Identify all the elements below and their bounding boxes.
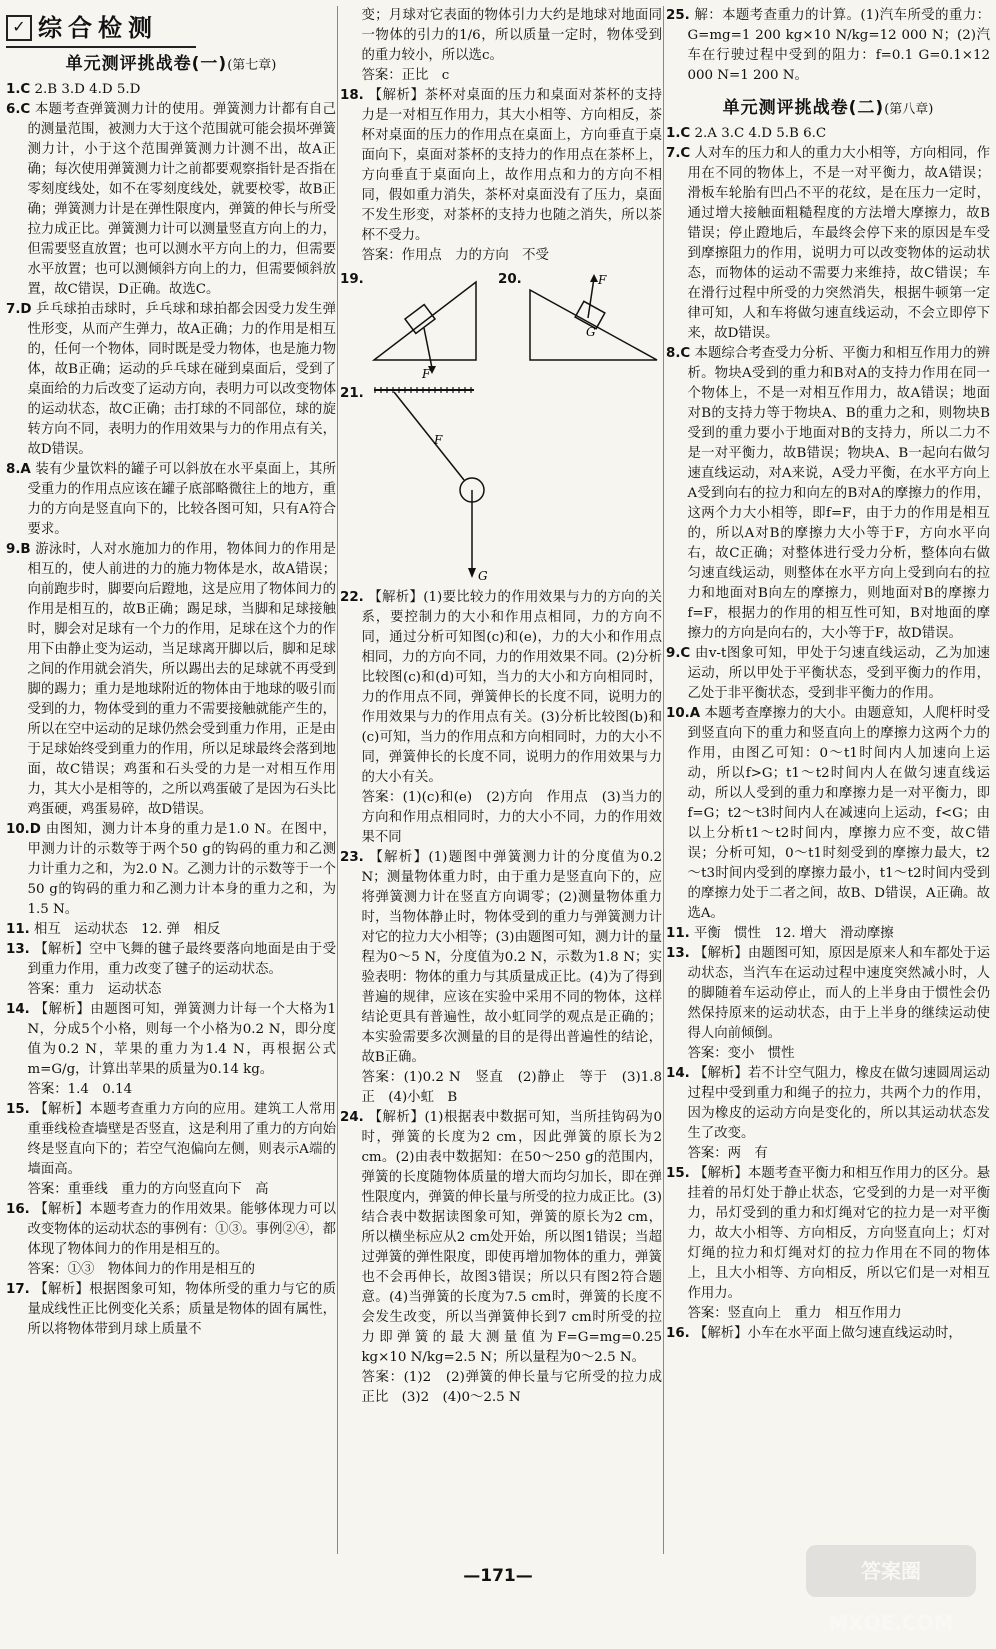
item-text: 【解析】若不计空气阻力，橡皮在做匀速圆周运动过程中受到重力和绳子的拉力，共两个力的作用，因为橡皮的运动方向是变化的，所以其运动状态发生了改变。: [687, 1066, 990, 1141]
answer-item: [340, 1368, 662, 1408]
answer-item: [666, 1304, 990, 1324]
checkbox-icon: ✓: [6, 15, 32, 41]
item-text: 答案：①③ 物体间力的作用是相互的: [27, 1262, 256, 1277]
item-text: 答案：两 有: [687, 1146, 768, 1161]
banner-title: 综合检测: [38, 14, 158, 42]
item-number: 7.C: [666, 146, 691, 161]
answer-item: [666, 6, 990, 86]
item-number: 11.: [666, 926, 690, 941]
answer-item: [340, 1068, 662, 1108]
answer-item: [6, 1100, 336, 1180]
item-number: 9.C: [666, 646, 691, 661]
pendulum-diagram-21: [364, 384, 564, 584]
answer-item: [6, 1080, 336, 1100]
item-text: 答案：作用点 力的方向 不受: [361, 248, 549, 263]
figure-number: 19.: [340, 272, 364, 287]
item-text: 本题综合考查受力分析、平衡力和相互作用力的辨析。物块A受到的重力和B对A的支持力作用在同一个物体上，不是一对相互作用力，故A错误；地面对B的支持力等于物块A、B的重力之和，则物块B受到的重力要小于地面对B的支持力，所以二力不是一对平衡力，故B错误；物块A、B一起向右做匀速直线运动，对A来说，A受力平衡，在水平方向上A受到向右的拉力和向左的B对A的摩擦力的作用，这两个力大小相等，即f=F，由于力的作用是相互的，所以A对B的摩擦力大小等于F，方向水平向右，故C正确；对整体进行受力分析，整体向右做匀速直线运动，则整体在水平方向上受到向右的拉力和地面对B向左的摩擦力，则地面对B的摩擦力f=F，根据力的作用的相互性可知，B对地面的摩擦力的方向是向右的，大小等于F，故D错误。: [687, 346, 990, 641]
section-heading: [6, 54, 336, 76]
answer-item: [6, 540, 336, 820]
item-text: 【解析】(1)题图中弹簧测力计的分度值为0.2 N；测量物体重力时，由于重力是竖直向下的，应将弹簧测力计在竖直方向调零；(2)测量物体重力时，当物体静止时，物体受到的重力与弹簧测力计对它的拉力大小相等；(3)由题图可知，测力计的量程为0～5 N，分度值为0.2 N，示数为1.8 N；实验表明：物体的重力与其质量成正比。(4)为了得到普遍的规律，应该在实验中采用不同的物体，这样结论更具有普遍性，故小虹同学的观点是正确的；本实验需要多次测量的目的是得出普遍性的结论，故B正确。: [361, 850, 662, 1065]
answer-list: [340, 6, 662, 266]
answer-item: [340, 6, 662, 66]
item-number: 16.: [666, 1326, 690, 1341]
item-text: 答案：重垂线 重力的方向竖直向下 高: [27, 1182, 269, 1197]
answer-item: [666, 924, 990, 944]
answer-item: [666, 944, 990, 1044]
item-number: 14.: [6, 1002, 30, 1017]
item-text: 【解析】本题考查平衡力和相互作用力的区分。悬挂着的吊灯处于静止状态，它受到的力是一对平衡力，吊灯受到的重力和灯绳对它的拉力是一对平衡力，故大小相等、方向相反，方向竖直向上；灯对灯绳的拉力和灯绳对灯的拉力作用在不同的物体上，且大小相等、方向相反，所以它们是一对相互作用力。: [687, 1166, 990, 1301]
item-text: 本题考查弹簧测力计的使用。弹簧测力计都有自己的测量范围，被测力大于这个范围就可能会损坏弹簧测力计，小于这个范围弹簧测力计测不出，故A正确；每次使用弹簧测力计之前都要观察指针是否指在零刻度线处，如不在零刻度线处，就要校零，故B正确；弹簧测力计是在弹性限度内，弹簧的伸长与所受拉力成正比。弹簧测力计可以测量竖直方向上的力，但需要竖直放置；也可以测水平方向上的力，但需要水平放置；也可以测倾斜方向上的力，但需要倾斜放置，故C错误，D正确。故选C。: [27, 102, 336, 297]
answer-item: [666, 124, 990, 144]
item-text: 答案：重力 运动状态: [27, 982, 162, 997]
answer-list: [666, 124, 990, 1344]
answer-item: [340, 588, 662, 788]
answer-item: [340, 1108, 662, 1368]
incline-diagram-20: [522, 270, 662, 380]
answer-item: [6, 300, 336, 460]
item-number: 16.: [6, 1202, 30, 1217]
section-banner: [6, 10, 196, 48]
section-chapter: (第八章): [884, 102, 934, 117]
item-text: 变；月球对它表面的物体引力大约是地球对地面同一物体的引力的1/6，所以质量一定时，物体受到的重力较小，所以选c。: [361, 8, 662, 63]
answer-item: [340, 66, 662, 86]
figure-number: 21.: [340, 386, 364, 401]
item-number: 15.: [6, 1102, 30, 1117]
answer-item: [6, 980, 336, 1000]
item-text: 相互 运动状态 12. 弹 相反: [34, 922, 221, 937]
item-text: 【解析】由题图可知，弹簧测力计每一个大格为1 N，分成5个小格，则每一个小格为0.2 N，即分度值为0.2 N，苹果的重力为1.4 N，再根据公式m=G/g，计算出苹果的质量为0.14 kg。: [27, 1002, 336, 1077]
answer-item: [6, 820, 336, 920]
section-chapter: (第七章): [227, 58, 277, 73]
incline-diagram-19: [364, 270, 484, 380]
answer-item: [666, 704, 990, 924]
item-text: 解：本题考查重力的计算。(1)汽车所受的重力：G=mg=1 200 kg×10 N/kg=12 000 N；(2)汽车在行驶过程中受到的阻力：f=0.1 G=0.1×12 000 N=1 200 N。: [687, 8, 990, 83]
section-title: 单元测评挑战卷(二): [722, 98, 885, 118]
answer-item: [6, 1200, 336, 1260]
item-text: 答案：正比 c: [361, 68, 450, 83]
item-number: 24.: [340, 1110, 364, 1125]
item-number: 1.C: [666, 126, 691, 141]
column-rule: [337, 6, 338, 1554]
item-number: 13.: [666, 946, 690, 961]
answer-item: [340, 246, 662, 266]
answer-item: [6, 460, 336, 540]
page-number: —171—: [463, 1566, 533, 1586]
item-number: 23.: [340, 850, 364, 865]
answer-item: [340, 86, 662, 246]
gravity-label: G: [478, 569, 488, 583]
figure-number: 20.: [498, 272, 522, 287]
item-text: 【解析】茶杯对桌面的压力和桌面对茶杯的支持力是一对相互作用力，其大小相等、方向相反，茶杯对桌面的压力的作用点在桌面上，方向垂直于桌面向下，桌面对茶杯的支持力的作用点在茶杯上，方向垂直于桌面向上，故作用点和力的方向不相同，假如重力消失，茶杯对桌面没有了压力，桌面不发生形变，对茶杯的支持力也随之消失，所以茶杯不受力。: [361, 88, 662, 243]
item-number: 7.D: [6, 302, 32, 317]
item-number: 15.: [666, 1166, 690, 1181]
force-label: F: [434, 433, 443, 447]
item-text: 【解析】(1)根据表中数据可知，当所挂钩码为0时，弹簧的长度为2 cm，因此弹簧的原长为2 cm。(2)由表中数据知：在50～250 g的范围内，弹簧的长度随物体质量的增大而均匀加长，即在弹性限度内，弹簧的伸长量与所受的拉力成正比。(3)结合表中数据读图象可知，弹簧的原长为2 cm，所以横坐标应从2 cm处开始，所以图1错误；当超过弹簧的弹性限度，即使再增加物体的重力，弹簧也不会再伸长，故图3错误；所以只有图2符合题意。(4)当弹簧的长度为7.5 cm时，弹簧的长度不会发生改变，所以当弹簧伸长到7 cm时所受的拉力即弹簧的最大测量值为F=G=mg=0.25 kg×10 N/kg=2.5 N；所以量程为0～2.5 N。: [361, 1110, 662, 1365]
answer-item: [6, 1260, 336, 1280]
item-text: 答案：(1)0.2 N 竖直 (2)静止 等于 (3)1.8 正 (4)小虹 B: [361, 1070, 662, 1105]
figure-19-20: [340, 270, 662, 380]
force-label: F: [422, 367, 431, 380]
item-text: 2.A 3.C 4.D 5.B 6.C: [694, 126, 827, 141]
item-number: 6.C: [6, 102, 31, 117]
item-number: 8.A: [6, 462, 31, 477]
item-text: 装有少量饮料的罐子可以斜放在水平桌面上，其所受重力的作用点应该在罐子底部略微往上的地方，重力的方向是竖直向下的，比较各图可知，只有A符合要求。: [27, 462, 336, 537]
item-text: 答案：1.4 0.14: [27, 1082, 133, 1097]
item-number: 17.: [6, 1282, 30, 1297]
answer-item: [6, 1180, 336, 1200]
item-number: 9.B: [6, 542, 31, 557]
answer-item: [666, 344, 990, 644]
item-number: 1.C: [6, 82, 31, 97]
item-text: 答案：变小 惯性: [687, 1046, 795, 1061]
item-number: 14.: [666, 1066, 690, 1081]
section-title: 单元测评挑战卷(一): [65, 54, 228, 74]
answer-item: [666, 1164, 990, 1304]
item-text: 答案：竖直向上 重力 相互作用力: [687, 1306, 902, 1321]
answer-item: [666, 1064, 990, 1144]
item-text: 本题考查摩擦力的大小。由题意知，人爬杆时受到竖直向下的重力和竖直向上的摩擦力这两个力的作用，由图乙可知：0～t1时间内人加速向上运动，所以f>G；t1～t2时间内人在做匀速直线运动，所以人受到的重力和摩擦力是一对平衡力，即f=G；t2～t3时间内人在减速向上运动，f<G；由以上分析t1～t2时间内，摩擦力应不变，故C错误；分析可知，0～t1时刻受到的摩擦力最大，t2～t3时间内受到的摩擦力最小，t1～t2时间内受到的摩擦力处于二者之间，故B、D错误，A正确。故选A。: [687, 706, 990, 921]
answer-item: [6, 920, 336, 940]
answer-item: [6, 100, 336, 300]
item-text: 答案：(1)2 (2)弹簧的伸长量与它所受的拉力成正比 (3)2 (4)0～2.5 N: [361, 1370, 662, 1405]
force-label: F: [598, 273, 607, 287]
item-text: 【解析】空中飞舞的毽子最终要落向地面是由于受到重力作用，重力改变了毽子的运动状态。: [27, 942, 336, 977]
item-number: 18.: [340, 88, 364, 103]
answer-item: [666, 644, 990, 704]
item-text: 【解析】根据图象可知，物体所受的重力与它的质量成线性正比例变化关系；质量是物体的固有属性，所以将物体带到月球上质量不: [27, 1282, 336, 1337]
item-text: 2.B 3.D 4.D 5.D: [34, 82, 141, 97]
answer-item: [666, 1044, 990, 1064]
item-text: 【解析】由题图可知，原因是原来人和车都处于运动状态，当汽车在运动过程中速度突然减小时，人的脚随着车运动停止，而人的上半身由于惯性会仍然保持原来的运动状态，由于上半身的继续运动使得人向前倾倒。: [687, 946, 990, 1041]
answer-item: [6, 940, 336, 980]
gravity-label: G: [586, 325, 596, 339]
answer-item: [666, 1324, 990, 1344]
item-number: 10.A: [666, 706, 701, 721]
item-number: 25.: [666, 8, 690, 23]
item-text: 【解析】(1)要比较力的作用效果与力的方向的关系，要控制力的大小和作用点相同，力的方向不同，通过分析可知图(c)和(e)，力的大小和作用点相同，力的方向不同，力的作用效果不同。(2)分析比较图(c)和(d)可知，当力的大小和方向相同时，力的作用点不同，弹簧伸长的长度不同，说明力的作用效果与力的作用点有关。(3)分析比较图(b)和(c)可知，当力的作用点和方向相同时，力的大小不同，弹簧伸长的长度不同，说明力的作用效果与力的大小有关。: [361, 590, 662, 785]
item-number: 10.D: [6, 822, 41, 837]
item-text: 【解析】小车在水平面上做匀速直线运动时，: [694, 1326, 962, 1341]
item-text: 乒乓球拍击球时，乒乓球和球拍都会因受力发生弹性形变，从而产生弹力，故A正确；力的作用是相互的，任何一个物体，同时既是受力物体，也是施力物体，故B正确；运动的乒乓球在碰到桌面后，受到了桌面给的力后改变了运动方向，表明力可以改变物体的运动状态，故C正确；击打球的不同部位，球的旋转方向不同，表明力的作用效果与力的作用点有关，故D错误。: [27, 302, 336, 457]
answer-item: [6, 80, 336, 100]
answer-item: [666, 144, 990, 344]
answer-list: [666, 6, 990, 86]
answer-item: [666, 1144, 990, 1164]
item-text: 由v-t图象可知，甲处于匀速直线运动，乙为加速运动，所以甲处于平衡状态，受到平衡力的作用，乙处于非平衡状态，受到非平衡力的作用。: [687, 646, 990, 701]
figure-21: [340, 384, 662, 584]
item-number: 22.: [340, 590, 364, 605]
column-1: [6, 6, 336, 1561]
item-text: 【解析】本题考查重力方向的应用。建筑工人常用重垂线检查墙壁是否竖直，这是利用了重力的方向始终是竖直向下的；若空气泡偏向左侧，则表示A端的墙面高。: [27, 1102, 336, 1177]
column-2: [340, 6, 662, 1561]
item-text: 平衡 惯性 12. 增大 滑动摩擦: [694, 926, 894, 941]
item-text: 【解析】本题考查力的作用效果。能够体现力可以改变物体的运动状态的事例有：①③。事例②④，都体现了物体间力的作用是相互的。: [27, 1202, 336, 1257]
item-text: 人对车的压力和人的重力大小相等，方向相同，作用在不同的物体上，不是一对平衡力，故A错误；滑板车轮胎有凹凸不平的花纹，是在压力一定时，通过增大接触面粗糙程度的方法增大摩擦力，故B错误；停止蹬地后，车最终会停下来的原因是车受到摩擦阻力的作用，说明力可以改变物体的运动状态，而物体的运动不需要力来维持，故C错误；车在滑行过程中所受的力突然消失，根据牛顿第一定律可知，人和车将做匀速直线运动，不会立即停下来，故D错误。: [687, 146, 990, 341]
answer-list: [6, 80, 336, 1340]
answer-item: [340, 788, 662, 848]
item-number: 8.C: [666, 346, 691, 361]
answer-item: [6, 1000, 336, 1080]
watermark-logo: 答案圈 MXQE.COM: [806, 1545, 976, 1597]
item-text: 由图知，测力计本身的重力是1.0 N。在图中，甲测力计的示数等于两个50 g的钩码的重力和乙测力计重力之和，为2.0 N。乙测力计的示数等于一个50 g的钩码的重力和乙测力计本身的重力之和，为1.5 N。: [27, 822, 336, 917]
column-3: [666, 6, 990, 1561]
item-number: 11.: [6, 922, 30, 937]
item-text: 游泳时，人对水施加力的作用，物体间力的作用是相互的，使人前进的力的施力物体是水，故A错误；向前跑步时，脚要向后蹬地，这是应用了物体间力的作用是相互的，故B正确；踢足球，当脚和足球接触时，脚会对足球有一个力的作用，足球在这个力的作用下由静止变为运动，当足球离开脚以后，脚和足球之间的作用就会消失，所以踢出去的足球就不再受到脚的踢力；重力是地球附近的物体由于地球的吸引而受到的力，物体受到的重力不需要接触就能产生的，所以在空中运动的足球仍然会受到重力作用，正是由于足球始终受到重力的作用，所以足球最终会落到地面，故C错误；鸡蛋和石头受的力是一对相互作用力，其大小是相等的，之所以鸡蛋破了是因为石头比鸡蛋硬，鸡蛋易碎，故D错误。: [27, 542, 336, 817]
answer-item: [6, 1280, 336, 1340]
answer-list: [340, 588, 662, 1408]
column-rule: [663, 6, 664, 1554]
item-number: 13.: [6, 942, 30, 957]
item-text: 答案：(1)(c)和(e) (2)方向 作用点 (3)当力的方向和作用点相同时，力的大小不同，力的作用效果不同: [361, 790, 662, 845]
section-heading: [666, 98, 990, 120]
answer-item: [340, 848, 662, 1068]
